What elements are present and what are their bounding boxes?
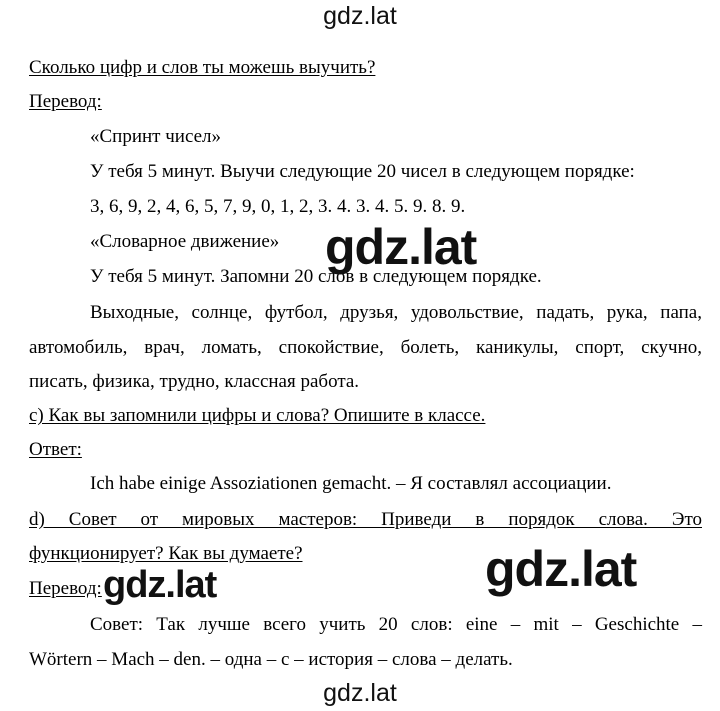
watermark-top: gdz.lat	[323, 2, 397, 30]
word-movement-title: «Словарное движение»	[90, 231, 280, 252]
translation-label-2: Перевод:	[29, 578, 102, 599]
question-d-line-2: функционирует? Как вы думаете?	[29, 543, 303, 564]
answer-label: Ответ:	[29, 439, 82, 460]
number-sprint-instruction: У тебя 5 минут. Выучи следующие 20 чисел в следующем порядке:	[90, 161, 635, 182]
watermark-right: gdz.lat	[485, 541, 637, 597]
answer-text: Ich habe einige Assoziationen gemacht. – Я составлял ассоциации.	[90, 473, 612, 494]
watermark-small: gdz.lat	[103, 564, 217, 606]
word-list-line-2: автомобиль, врач, ломать, спокойствие, болеть, каникулы, спорт, скучно,	[29, 337, 702, 358]
watermark-middle: gdz.lat	[325, 219, 477, 275]
number-sequence: 3, 6, 9, 2, 4, 6, 5, 7, 9, 0, 1, 2, 3. 4. 3. 4. 5. 9. 8. 9.	[90, 196, 466, 217]
watermark-bottom: gdz.lat	[323, 679, 397, 707]
question-c: c) Как вы запомнили цифры и слова? Опишите в классе.	[29, 405, 486, 426]
advice-line-1: Совет: Так лучше всего учить 20 слов: eine – mit – Geschichte –	[90, 614, 702, 635]
advice-line-2: Wörtern – Mach – den. – одна – с – история – слова – делать.	[29, 649, 513, 670]
word-list-line-3: писать, физика, трудно, классная работа.	[29, 371, 360, 392]
word-list-line-1: Выходные, солнце, футбол, друзья, удовольствие, падать, рука, папа,	[90, 302, 702, 323]
question-d-line-1: d) Совет от мировых мастеров: Приведи в порядок слова. Это	[29, 509, 702, 530]
word-movement-instruction: У тебя 5 минут. Запомни 20 слов в следующем порядке.	[90, 266, 542, 287]
translation-label: Перевод:	[29, 91, 102, 112]
task-heading: Сколько цифр и слов ты можешь выучить?	[29, 57, 376, 78]
number-sprint-title: «Спринт чисел»	[90, 126, 222, 147]
